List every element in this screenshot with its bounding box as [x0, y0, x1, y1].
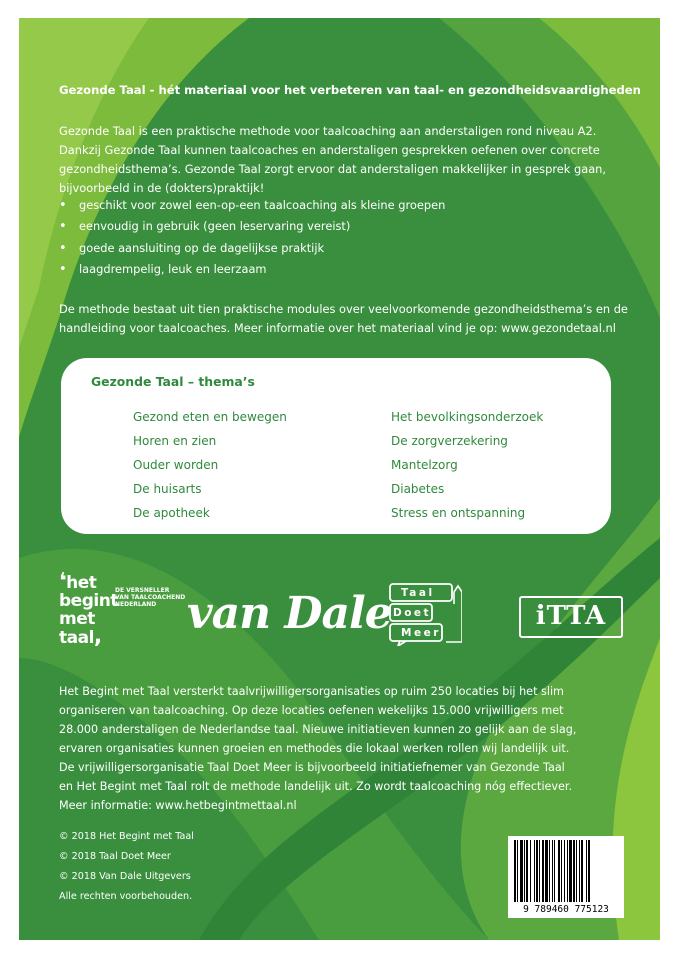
headline: Gezonde Taal - hét materiaal voor het verbeteren van taal- en gezondheidsvaardigheden: [59, 83, 641, 97]
theme-item: Diabetes: [391, 482, 445, 496]
modules-line: handleiding voor taalcoaches. Meer informatie over het materiaal vind je op: www.gezondetaal.nl: [59, 321, 616, 335]
modules-paragraph: [59, 300, 628, 338]
copyright-line: © 2018 Het Begint met Taal: [59, 831, 194, 842]
about-line: De vrijwilligersorganisatie Taal Doet Meer is bijvoorbeeld initiatiefnemer van Gezonde Taal: [59, 761, 565, 774]
theme-item: De zorgverzekering: [391, 434, 508, 448]
van-dale-logo: van Dale: [187, 588, 392, 639]
intro-line: gezondheidsthema’s. Gezonde Taal zorgt ervoor dat anderstaligen makkelijker in gesprek gaan,: [59, 162, 607, 176]
barcode-bars: [514, 840, 618, 902]
rights-reserved: Alle rechten voorbehouden.: [59, 891, 193, 902]
about-line: en Het Begint met Taal rolt de methode landelijk uit. Zo wordt taalcoaching nóg effectiever.: [59, 780, 573, 793]
logo-word: Doet: [393, 607, 432, 619]
theme-item: Ouder worden: [133, 458, 219, 472]
theme-item: Stress en ontspanning: [391, 506, 526, 520]
list-item: • geschikt voor zowel een-op-een taalcoaching als kleine groepen: [59, 195, 445, 216]
logo-word: Meer: [401, 627, 441, 639]
logo-word: met: [59, 609, 95, 629]
isbn-barcode: [508, 836, 624, 918]
themes-right-column: [391, 407, 543, 527]
logo-word: taal: [59, 628, 94, 648]
logo-subtitle: DE VERSNELLER: [115, 587, 170, 594]
logo-subtitle: VAN TAALCOACHEND: [115, 594, 186, 601]
itta-logo: [519, 596, 623, 638]
logo-subtitle: NEDERLAND: [115, 601, 157, 608]
intro-line: Dankzij Gezonde Taal kunnen taalcoaches en anderstaligen gesprekken oefenen over concrete: [59, 143, 600, 157]
about-line: Meer informatie: www.hetbegintmettaal.nl: [59, 799, 297, 812]
about-line: organiseren van taalcoaching. Op deze locaties oefenen wekelijks 15.000 vrijwilligers met: [59, 704, 564, 717]
copyright-line: © 2018 Van Dale Uitgevers: [59, 871, 191, 882]
about-paragraph: [59, 682, 576, 815]
theme-item: De apotheek: [133, 506, 210, 520]
list-item: • goede aansluiting op de dagelijkse praktijk: [59, 238, 445, 259]
themes-box: [61, 358, 611, 534]
copyright-line: © 2018 Taal Doet Meer: [59, 851, 171, 862]
list-item: • laagdrempelig, leuk en leerzaam: [59, 259, 445, 280]
back-cover: Gezonde Taal - hét materiaal voor het verbeteren van taal- en gezondheidsvaardigheden Gezonde Taal is een praktische methode voor taalcoaching aan anderstaligen rond niveau A2. Dankzij Gezonde Taal kunnen taalcoaches en anderstaligen gesprekken oefenen over concrete gezondheidsthema’s. Gezonde Taal zorgt ervoor dat anderstaligen makkelijker in gesprek gaan, bijvoorbeeld in de (dokters)praktijk! • geschikt voor zowel een-op-een taalcoaching als kleine groepen • eenvoudig in gebruik (geen leservaring vereist) • goede aansluiting op de dagelijkse praktijk • laagdrempelig, leuk en leerzaam De methode bestaat uit tien praktische modules over veelvoorkomende gezondheidsthema’s en de handleiding voor taalcoaches. Meer informatie over het materiaal vind je op: www.gezondetaal.nl Gezonde Taal – thema’s Gezond eten en bewegen Horen en zien Ouder worden De huisarts De apotheek Het bevolkingsonderzoek De zorgverzekering Mantelzorg Diabetes Stress en ontspanning ❛het begint met taal, DE VERSNELLER VAN TAALCOACHEND NEDERLAND van Dale Taal Doet Meer iTTA Het Begint met Taal versterkt taalvrijwilligersorganisaties op ruim 250 locaties bij het slim organiseren van taalcoaching. Op deze locaties oefenen wekelijks 15.000 vrijwilligers met 28.000 anderstaligen de Nederlandse taal. Nieuwe initiatieven kunnen zo gelijk aan de slag, ervaren organisaties kunnen groeien en methodes die lokaal werken rollen wij landelijk uit. De vrijwilligersorganisatie Taal Doet Meer is bijvoorbeeld initiatiefnemer van Gezonde Taal en Het Begint met Taal rolt de methode landelijk uit. Zo wordt taalcoaching nóg effectiever. Meer informatie: www.hetbegintmettaal.nl © 2018 Het Begint met Taal © 2018 Taal Doet Meer © 2018 Van Dale Uitgevers Alle rechten voorbehouden. 9 789460 775123: [19, 18, 660, 940]
logo-word: iTTA: [535, 601, 607, 631]
intro-line: bijvoorbeeld in de (dokters)praktijk!: [59, 181, 265, 195]
list-item: • eenvoudig in gebruik (geen leservaring vereist): [59, 216, 445, 237]
about-line: Het Begint met Taal versterkt taalvrijwilligersorganisaties op ruim 250 locaties bij het slim: [59, 685, 564, 698]
themes-left-column: [133, 407, 287, 527]
feature-list: [59, 195, 445, 280]
theme-item: Horen en zien: [133, 434, 217, 448]
about-line: 28.000 anderstaligen de Nederlandse taal. Nieuwe initiatieven kunnen zo gelijk aan de slag,: [59, 723, 577, 736]
isbn-number: 9 789460 775123: [523, 904, 609, 915]
about-line: ervaren organisaties kunnen groeien en methodes die lokaal werken rollen wij landelijk uit.: [59, 742, 570, 755]
intro-paragraph: [59, 122, 606, 198]
theme-item: Mantelzorg: [391, 458, 458, 472]
themes-title: Gezonde Taal – thema’s: [91, 374, 255, 389]
logo-word: Taal: [401, 587, 435, 599]
intro-line: Gezonde Taal is een praktische methode voor taalcoaching aan anderstaligen rond niveau A2.: [59, 124, 597, 138]
logo-word: begint: [59, 591, 118, 611]
theme-item: Gezond eten en bewegen: [133, 410, 287, 424]
theme-item: De huisarts: [133, 482, 202, 496]
theme-item: Het bevolkingsonderzoek: [391, 410, 544, 424]
logo-word: het: [66, 573, 97, 593]
modules-line: De methode bestaat uit tien praktische modules over veelvoorkomende gezondheidsthema’s en de: [59, 302, 628, 316]
